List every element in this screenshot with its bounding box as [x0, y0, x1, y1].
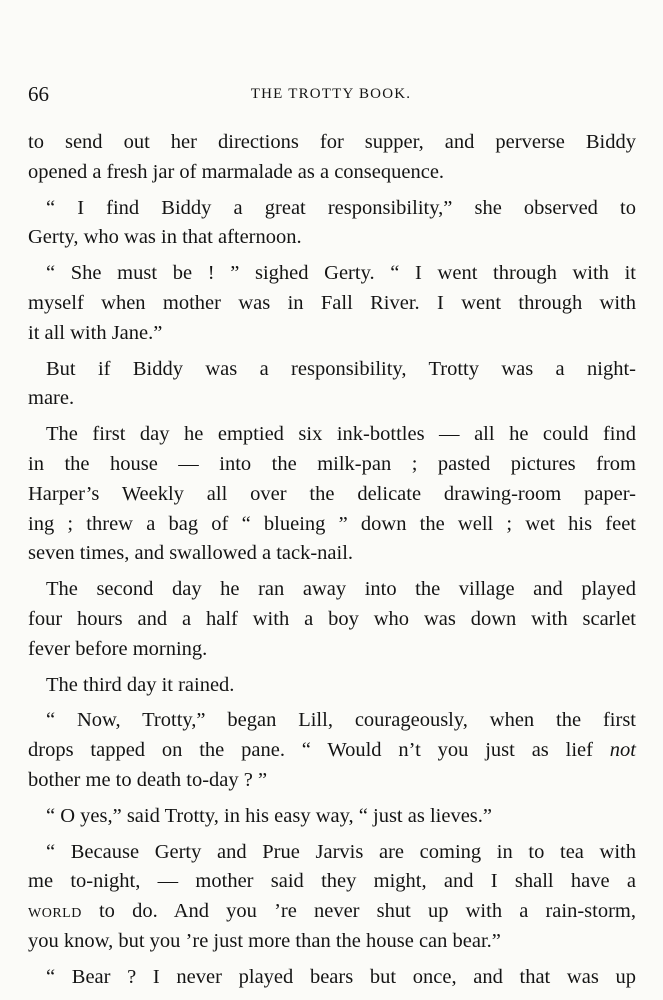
small-caps-world: world: [28, 900, 82, 923]
text-line: “ Now, Trotty,” began Lill, courageously, when the first: [46, 709, 636, 732]
text-line: fever before morning.: [28, 637, 208, 660]
text-line: “ O yes,” said Trotty, in his easy way, “ just as lieves.”: [46, 804, 492, 827]
text-line: The second day he ran away into the village and played: [46, 578, 636, 601]
text-line: Harper’s Weekly all over the delicate drawing-room paper-: [28, 482, 636, 505]
text-segment: drops tapped on the pane. “ Would n’t you just as lief: [28, 739, 610, 762]
text-line: The first day he emptied six ink-bottles — all he could find: [46, 423, 636, 446]
body-text: [28, 128, 636, 993]
text-line: bother me to death to-day ? ”: [28, 768, 268, 791]
text-line: opened a fresh jar of marmalade as a consequence.: [28, 160, 445, 183]
text-line: The third day it rained.: [46, 673, 235, 696]
text-line: But if Biddy was a responsibility, Trotty was a night-: [46, 357, 636, 380]
text-line: “ Bear ? I never played bears but once, and that was up: [46, 965, 636, 988]
text-line: mare.: [28, 387, 75, 410]
text-segment: to do. And you ’re never shut up with a rain-storm,: [81, 900, 636, 923]
text-line: in the house — into the milk-pan ; pasted pictures from: [28, 452, 636, 475]
text-line: “ I find Biddy a great responsibility,” she observed to: [46, 196, 636, 219]
page-number: 66: [28, 82, 49, 106]
text-line: “ Because Gerty and Prue Jarvis are coming in to tea with: [46, 840, 636, 863]
text-line: me to-night, — mother said they might, and I shall have a: [28, 870, 636, 893]
text-line: “ She must be ! ” sighed Gerty. “ I went through with it: [46, 262, 636, 285]
text-line: four hours and a half with a boy who was down with scarlet: [28, 607, 636, 630]
text-line: myself when mother was in Fall River. I went through with: [28, 291, 636, 314]
text-line: it all with Jane.”: [28, 321, 163, 344]
text-line: [28, 736, 636, 766]
text-line: you know, but you ’re just more than the house can bear.”: [28, 929, 501, 952]
text-line: Gerty, who was in that afternoon.: [28, 226, 302, 249]
page-header: [28, 82, 634, 108]
running-head: THE TROTTY BOOK.: [250, 86, 412, 102]
text-line: ing ; threw a bag of “ blueing ” down the well ; wet his feet: [28, 512, 636, 535]
text-line: [28, 897, 636, 927]
text-line: to send out her directions for supper, and perverse Biddy: [28, 131, 636, 153]
text-line: seven times, and swallowed a tack-nail.: [28, 542, 354, 565]
emphasis-not: not: [609, 739, 636, 762]
